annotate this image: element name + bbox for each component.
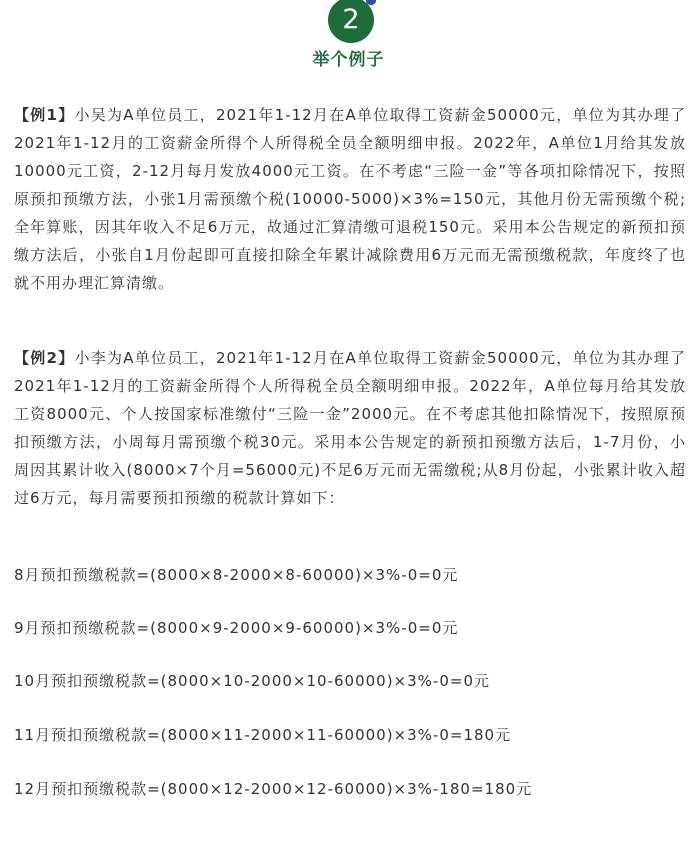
calc-line-november: 11月预扣预缴税款=(8000×11-2000×11-60000)×3%-0=180元 xyxy=(14,726,512,744)
section-number-badge: 2 xyxy=(328,0,374,43)
example-1-text: 小吴为A单位员工，2021年1-12月在A单位取得工资薪金50000元，单位为其办理了2021年1-12月的工资薪金所得个人所得税全员全额明细申报。2022年，A单位1月给其发放10000元工资，2-12月每月发放4000元工资。在不考虑“三险一金”等各项扣除情况下，按照原预扣预缴方法，小张1月需预缴个税(10000-5000)×3%=150元，其他月份无需预缴个税;全年算账，因其年收入不足6万元，故通过汇算清缴可退税150元。采用本公告规定的新预扣预缴方法后，小张自1月份起即可直接扣除全年累计减除费用6万元而无需预缴税款，年度终了也就不用办理汇算清缴。 xyxy=(14,106,686,292)
calc-line-august: 8月预扣预缴税款=(8000×8-2000×8-60000)×3%-0=0元 xyxy=(14,566,459,584)
example-2-paragraph xyxy=(14,344,686,512)
example-2-text: 小李为A单位员工，2021年1-12月在A单位取得工资薪金50000元，单位为其办理了2021年1-12月的工资薪金所得个人所得税全员全额明细申报。2022年，A单位每月给其发放工资8000元、个人按国家标准缴付“三险一金”2000元。在不考虑其他扣除情况下，按照原预扣预缴方法，小周每月需预缴个税30元。采用本公告规定的新预扣预缴方法后，1-7月份，小周因其累计收入(8000×7个月=56000元)不足6万元而无需缴税;从8月份起，小张累计收入超过6万元，每月需要预扣预缴的税款计算如下： xyxy=(14,349,686,507)
calc-line-december: 12月预扣预缴税款=(8000×12-2000×12-60000)×3%-180=180元 xyxy=(14,780,533,798)
example-2-label: 【例2】 xyxy=(14,349,75,367)
example-1-label: 【例1】 xyxy=(14,106,75,124)
calc-line-october: 10月预扣预缴税款=(8000×10-2000×10-60000)×3%-0=0元 xyxy=(14,672,490,690)
section-title: 举个例子 xyxy=(312,50,385,70)
calc-line-september: 9月预扣预缴税款=(8000×9-2000×9-60000)×3%-0=0元 xyxy=(14,619,459,637)
example-1-paragraph xyxy=(14,101,686,297)
